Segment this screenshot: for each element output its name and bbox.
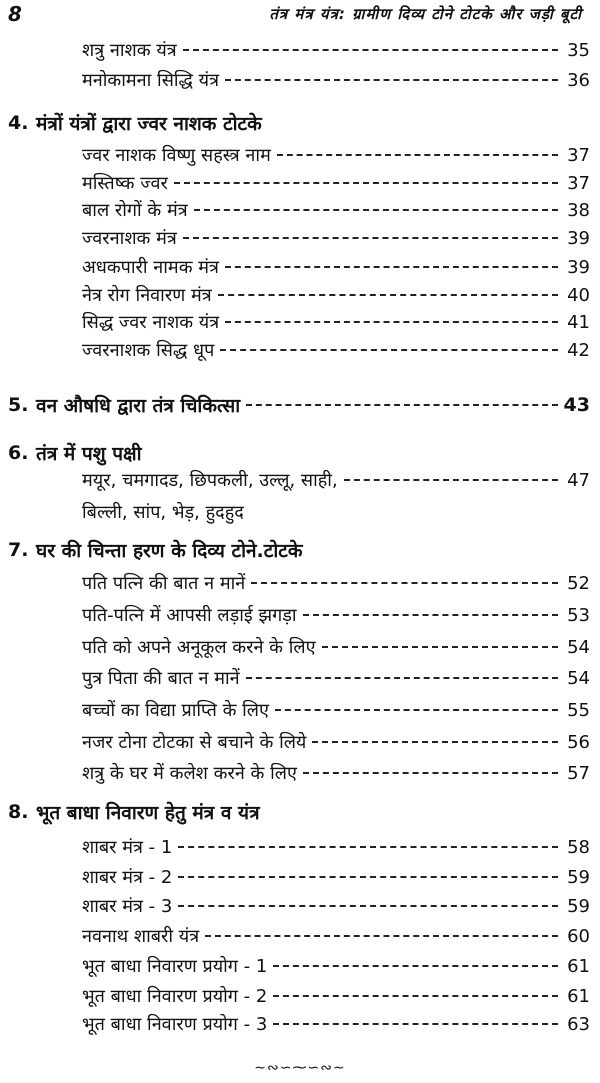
entry-title: पति-पत्नि में आपसी लड़ाई झगड़ा bbox=[82, 605, 297, 626]
toc-entry[interactable] bbox=[0, 952, 590, 980]
toc-entry[interactable] bbox=[0, 664, 590, 692]
entry-title: पति को अपने अनूकूल करने के लिए bbox=[82, 637, 316, 658]
entry-title: पति पत्नि की बात न मानें bbox=[82, 573, 246, 594]
dotted-leader bbox=[246, 404, 557, 406]
dotted-leader bbox=[251, 582, 558, 584]
toc-entry[interactable] bbox=[0, 336, 590, 364]
dotted-leader bbox=[225, 266, 558, 268]
toc-entry[interactable] bbox=[0, 892, 590, 920]
entry-title: ज्वर नाशक विष्णु सहस्त्र नाम bbox=[82, 145, 271, 166]
entry-title: शत्रु के घर में कलेश करने के लिए bbox=[82, 763, 297, 784]
toc-entry[interactable] bbox=[0, 498, 590, 526]
section-heading[interactable] bbox=[0, 536, 590, 564]
running-title: तंत्र मंत्र यंत्र: ग्रामीण दिव्य टोने टोटके और जड़ी बूटी bbox=[269, 5, 582, 23]
entry-title: नवनाथ शाबरी यंत्र bbox=[82, 926, 200, 947]
dotted-leader bbox=[277, 154, 558, 156]
toc-entry[interactable] bbox=[0, 253, 590, 281]
toc-entry[interactable] bbox=[0, 308, 590, 336]
section-title: तंत्र में पशु पक्षी bbox=[36, 443, 142, 465]
section-heading[interactable] bbox=[0, 391, 590, 419]
section-heading[interactable] bbox=[0, 798, 590, 826]
entry-page: 52 bbox=[567, 572, 590, 594]
entry-page: 37 bbox=[567, 172, 590, 194]
section-number: 6. bbox=[8, 442, 29, 464]
toc-entry[interactable] bbox=[0, 281, 590, 309]
toc-entry[interactable] bbox=[0, 982, 590, 1010]
entry-page: 36 bbox=[567, 69, 590, 91]
entry-page: 35 bbox=[567, 39, 590, 61]
section-page: 43 bbox=[563, 394, 590, 416]
entry-page: 54 bbox=[567, 667, 590, 689]
dotted-leader bbox=[183, 49, 558, 51]
dotted-leader bbox=[275, 709, 558, 711]
entry-page: 56 bbox=[567, 731, 590, 753]
entry-title: नजर टोना टोटका से बचाने के लिये bbox=[82, 732, 307, 753]
section-heading[interactable] bbox=[0, 109, 590, 137]
entry-page: 59 bbox=[567, 895, 590, 917]
entry-page: 60 bbox=[567, 925, 590, 947]
section-number: 4. bbox=[8, 112, 29, 134]
page-number: 8 bbox=[8, 2, 22, 26]
entry-page: 38 bbox=[567, 199, 590, 221]
section-title: मंत्रों यंत्रों द्वारा ज्वर नाशक टोटके bbox=[36, 113, 262, 135]
dotted-leader bbox=[273, 995, 558, 997]
entry-title: भूत बाधा निवारण प्रयोग - 2 bbox=[82, 986, 268, 1007]
entry-title: पुत्र पिता की बात न मानें bbox=[82, 668, 240, 689]
ornament-divider: ∼∾∽⁓∽∾∼ bbox=[254, 1060, 346, 1076]
section-title: वन औषधि द्वारा तंत्र चिकित्सा bbox=[36, 395, 241, 417]
section-title: घर की चिन्ता हरण के दिव्य टोने.टोटके bbox=[36, 540, 303, 562]
entry-title: शाबर मंत्र - 1 bbox=[82, 837, 173, 858]
toc-entry[interactable] bbox=[0, 863, 590, 891]
entry-page: 41 bbox=[567, 311, 590, 333]
entry-page: 63 bbox=[567, 1013, 590, 1035]
toc-entry[interactable] bbox=[0, 196, 590, 224]
dotted-leader bbox=[225, 321, 558, 323]
section-heading[interactable] bbox=[0, 439, 590, 467]
toc-entry[interactable] bbox=[0, 833, 590, 861]
toc-entry[interactable] bbox=[0, 169, 590, 197]
entry-page: 55 bbox=[567, 699, 590, 721]
entry-title: भूत बाधा निवारण प्रयोग - 1 bbox=[82, 956, 268, 977]
entry-title: शत्रु नाशक यंत्र bbox=[82, 40, 177, 61]
dotted-leader bbox=[246, 677, 558, 679]
toc-entry[interactable] bbox=[0, 66, 590, 94]
entry-title: सिद्ध ज्वर नाशक यंत्र bbox=[82, 312, 220, 333]
entry-title: भूत बाधा निवारण प्रयोग - 3 bbox=[82, 1014, 268, 1035]
entry-title: शाबर मंत्र - 3 bbox=[82, 896, 173, 917]
toc-entry[interactable] bbox=[0, 759, 590, 787]
toc-entry[interactable] bbox=[0, 922, 590, 950]
entry-title: मस्तिष्क ज्वर bbox=[82, 173, 168, 194]
dotted-leader bbox=[218, 294, 558, 296]
entry-title: बच्चों का विद्या प्राप्ति के लिए bbox=[82, 700, 269, 721]
dotted-leader bbox=[303, 614, 558, 616]
dotted-leader bbox=[174, 182, 558, 184]
dotted-leader bbox=[225, 79, 558, 81]
entry-page: 58 bbox=[567, 836, 590, 858]
entry-title: बिल्ली, सांप, भेड़, हुदहुद bbox=[82, 502, 244, 523]
entry-page: 39 bbox=[567, 227, 590, 249]
dotted-leader bbox=[183, 237, 558, 239]
toc-entry[interactable] bbox=[0, 728, 590, 756]
toc-entry[interactable] bbox=[0, 141, 590, 169]
entry-title: ज्वरनाशक सिद्ध धूप bbox=[82, 340, 215, 361]
entry-page: 40 bbox=[567, 284, 590, 306]
section-number: 8. bbox=[8, 801, 29, 823]
entry-title: नेत्र रोग निवारण मंत्र bbox=[82, 285, 212, 306]
entry-title: मनोकामना सिद्धि यंत्र bbox=[82, 70, 220, 91]
toc-entry[interactable] bbox=[0, 569, 590, 597]
entry-page: 54 bbox=[567, 636, 590, 658]
toc-entry[interactable] bbox=[0, 696, 590, 724]
entry-title: बाल रोगों के मंत्र bbox=[82, 200, 188, 221]
entry-page: 42 bbox=[567, 339, 590, 361]
entry-page: 39 bbox=[567, 256, 590, 278]
toc-entry[interactable] bbox=[0, 1010, 590, 1038]
entry-page: 59 bbox=[567, 866, 590, 888]
entry-page: 53 bbox=[567, 604, 590, 626]
section-title: भूत बाधा निवारण हेतु मंत्र व यंत्र bbox=[36, 802, 260, 824]
toc-entry[interactable] bbox=[0, 36, 590, 64]
dotted-leader bbox=[205, 935, 558, 937]
dotted-leader bbox=[312, 741, 558, 743]
dotted-leader bbox=[273, 1023, 558, 1025]
dotted-leader bbox=[178, 846, 558, 848]
entry-title: मयूर, चमगादड, छिपकली, उल्लू, साही, bbox=[82, 470, 338, 491]
dotted-leader bbox=[322, 646, 558, 648]
entry-page: 57 bbox=[567, 762, 590, 784]
entry-title: ज्वरनाशक मंत्र bbox=[82, 228, 177, 249]
dotted-leader bbox=[273, 965, 558, 967]
toc-entry[interactable] bbox=[0, 224, 590, 252]
dotted-leader bbox=[220, 349, 558, 351]
entry-title: अधकपारी नामक मंत्र bbox=[82, 257, 219, 278]
entry-page: 61 bbox=[567, 985, 590, 1007]
section-number: 7. bbox=[8, 539, 29, 561]
dotted-leader bbox=[194, 209, 558, 211]
entry-page: 61 bbox=[567, 955, 590, 977]
section-number: 5. bbox=[8, 394, 29, 416]
entry-page: 37 bbox=[567, 144, 590, 166]
entry-page: 47 bbox=[567, 469, 590, 491]
toc-entry[interactable] bbox=[0, 466, 590, 494]
dotted-leader bbox=[344, 479, 558, 481]
dotted-leader bbox=[178, 876, 558, 878]
dotted-leader bbox=[303, 772, 558, 774]
dotted-leader bbox=[178, 905, 558, 907]
toc-entry[interactable] bbox=[0, 633, 590, 661]
toc-entry[interactable] bbox=[0, 601, 590, 629]
entry-title: शाबर मंत्र - 2 bbox=[82, 867, 173, 888]
